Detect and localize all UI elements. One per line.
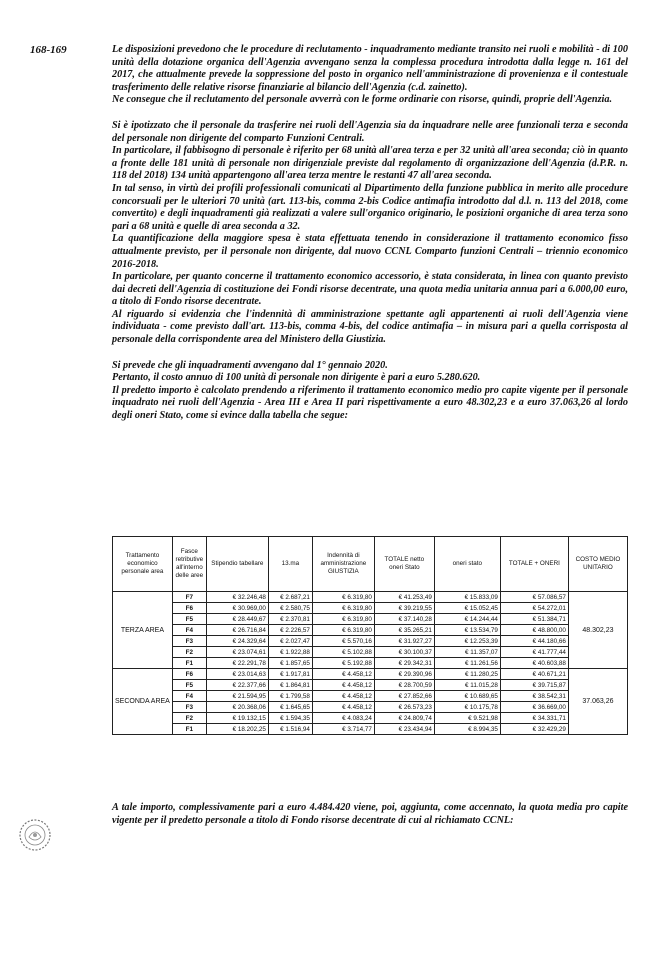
value-cell: € 36.669,00	[500, 702, 568, 713]
table-row	[113, 592, 628, 603]
value-cell: € 4.458,12	[312, 691, 374, 702]
table-row	[113, 691, 628, 702]
value-cell: € 28.449,67	[206, 614, 268, 625]
value-cell: € 9.521,98	[434, 713, 500, 724]
table-row	[113, 724, 628, 735]
value-cell: € 23.074,61	[206, 647, 268, 658]
value-cell: € 44.180,66	[500, 636, 568, 647]
value-cell: € 32.429,29	[500, 724, 568, 735]
paragraph: Al riguardo si evidenzia che l'indennità di amministrazione spettante agli appartenenti ai ruoli dell'Agenzia viene individuata - come previsto dall'art. 113-bis, comma 4-bis, del codice antimafia – in misura pari a quella corrisposta al personale della corrispondente area del Ministero della Giustizia.	[112, 308, 628, 346]
column-header: 13.ma	[268, 537, 312, 592]
column-header: Fasce retributive all'interno delle aree	[172, 537, 206, 592]
level-cell: F4	[172, 691, 206, 702]
value-cell: € 1.917,81	[268, 669, 312, 680]
value-cell: € 29.390,96	[374, 669, 434, 680]
table-row	[113, 647, 628, 658]
value-cell: € 41.777,44	[500, 647, 568, 658]
table-row	[113, 614, 628, 625]
level-cell: F6	[172, 603, 206, 614]
value-cell: € 4.458,12	[312, 702, 374, 713]
value-cell: € 30.969,00	[206, 603, 268, 614]
value-cell: € 27.852,66	[374, 691, 434, 702]
table-row	[113, 658, 628, 669]
paragraph: In tal senso, in virtù dei profili professionali comunicati al Dipartimento della funzione pubblica in merito alle procedure concorsuali per le ulteriori 70 unità (art. 113-bis, comma 2-bis Codice antimafia introdotto dal d.l. n. 113 del 2018, come convertito) e degli inquadramenti già realizzati a valere sull'organico originario, le posizioni organiche di area terza sono pari a 68 unità e quelle di area seconda a 32.	[112, 182, 628, 232]
value-cell: € 39.715,87	[500, 680, 568, 691]
value-cell: € 5.102,88	[312, 647, 374, 658]
value-cell: € 23.014,63	[206, 669, 268, 680]
value-cell: € 3.714,77	[312, 724, 374, 735]
value-cell: € 38.542,31	[500, 691, 568, 702]
value-cell: € 48.800,00	[500, 625, 568, 636]
paragraph: In particolare, il fabbisogno di personale è riferito per 68 unità all'area terza e per 32 unità all'area seconda; ciò in quanto a fronte delle 181 unità di personale non dirigenziale previste dal regolamento di organizzazione dell'Agenzia (d.P.R. n. 118 del 2018) 134 unità appartengono all'area terza mentre le restanti 47 all'area seconda.	[112, 145, 628, 182]
value-cell: € 6.319,80	[312, 614, 374, 625]
level-cell: F2	[172, 647, 206, 658]
column-header: Indennità di amministrazione GIUSTIZIA	[312, 537, 374, 592]
value-cell: € 31.927,27	[374, 636, 434, 647]
table-row	[113, 603, 628, 614]
value-cell: € 8.994,35	[434, 724, 500, 735]
value-cell: € 1.857,65	[268, 658, 312, 669]
value-cell: € 4.458,12	[312, 680, 374, 691]
value-cell: € 54.272,01	[500, 603, 568, 614]
level-cell: F7	[172, 592, 206, 603]
level-cell: F4	[172, 625, 206, 636]
value-cell: € 40.603,88	[500, 658, 568, 669]
value-cell: € 1.645,65	[268, 702, 312, 713]
value-cell: € 2.226,57	[268, 625, 312, 636]
value-cell: € 2.370,81	[268, 614, 312, 625]
level-cell: F1	[172, 724, 206, 735]
value-cell: € 32.246,48	[206, 592, 268, 603]
seal-stamp-icon	[18, 818, 52, 852]
value-cell: € 28.700,59	[374, 680, 434, 691]
closing-paragraph: A tale importo, complessivamente pari a euro 4.484.420 viene, poi, aggiunta, come accennato, la quota media pro capite vigente per il predetto personale a titolo di Fondo risorse decentrate di cui al richiamato CCNL:	[112, 802, 628, 826]
table-header-row	[113, 537, 628, 592]
column-header: oneri stato	[434, 537, 500, 592]
value-cell: € 10.175,78	[434, 702, 500, 713]
value-cell: € 51.384,71	[500, 614, 568, 625]
value-cell: € 24.809,74	[374, 713, 434, 724]
paragraph: Si prevede che gli inquadramenti avvengano dal 1° gennaio 2020.	[112, 359, 388, 371]
area-label: TERZA AREA	[113, 592, 173, 669]
article-reference: 168-169	[30, 44, 67, 56]
level-cell: F5	[172, 614, 206, 625]
value-cell: € 2.027,47	[268, 636, 312, 647]
value-cell: € 39.219,55	[374, 603, 434, 614]
value-cell: € 4.458,12	[312, 669, 374, 680]
value-cell: € 14.244,44	[434, 614, 500, 625]
value-cell: € 57.086,57	[500, 592, 568, 603]
value-cell: € 6.319,80	[312, 592, 374, 603]
value-cell: € 34.331,71	[500, 713, 568, 724]
value-cell: € 13.534,79	[434, 625, 500, 636]
value-cell: € 12.253,39	[434, 636, 500, 647]
value-cell: € 2.580,75	[268, 603, 312, 614]
paragraph: Il predetto importo è calcolato prendendo a riferimento il trattamento economico medio pro capite vigente per il personale inquadrato nei ruoli dell'Agenzia - Area III e Area II pari rispettivamente a euro 48.302,23 e a euro 37.063,26 al lordo degli oneri Stato, come si evince dalla tabella che segue:	[112, 384, 628, 422]
table-row	[113, 669, 628, 680]
value-cell: € 1.516,94	[268, 724, 312, 735]
column-header: TOTALE netto oneri Stato	[374, 537, 434, 592]
level-cell: F5	[172, 680, 206, 691]
value-cell: € 4.083,24	[312, 713, 374, 724]
level-cell: F6	[172, 669, 206, 680]
value-cell: € 6.319,80	[312, 625, 374, 636]
value-cell: € 19.132,15	[206, 713, 268, 724]
paragraph: Pertanto, il costo annuo di 100 unità di personale non dirigente è pari a euro 5.280.620.	[112, 372, 481, 384]
paragraph: Ne consegue che il reclutamento del personale avverrà con le forme ordinarie con risorse, quindi, proprie dell'Agenzia.	[112, 94, 613, 106]
paragraph: In particolare, per quanto concerne il trattamento economico accessorio, è stata considerata, in linea con quanto previsto dai decreti dell'Agenzia di costituzione dei Fondi risorse decentrate, una quota media unitaria annua pari a 6.000,00 euro, a titolo di Fondo risorse decentrate.	[112, 271, 628, 308]
value-cell: € 5.192,88	[312, 658, 374, 669]
table-row	[113, 713, 628, 724]
paragraph: Le disposizioni prevedono che le procedure di reclutamento - inquadramento mediante transito nei ruoli e mobilità - di 100 unità della dotazione organica dell'Agenzia avvengano senza la complessa procedura introdotta dalla legge n. 161 del 2017, che attualmente prevede la soppressione del posto in organico nell'amministrazione di provenienza e il contestuale trasferimento delle relative risorse finanziarie al bilancio dell'Agenzia (c.d. zainetto).	[112, 44, 628, 93]
value-cell: € 35.265,21	[374, 625, 434, 636]
value-cell: € 22.291,78	[206, 658, 268, 669]
value-cell: € 11.015,28	[434, 680, 500, 691]
value-cell: € 11.280,25	[434, 669, 500, 680]
level-cell: F3	[172, 636, 206, 647]
cost-table	[112, 536, 628, 735]
value-cell: € 41.253,49	[374, 592, 434, 603]
value-cell: € 6.319,80	[312, 603, 374, 614]
table-row	[113, 625, 628, 636]
value-cell: € 1.864,81	[268, 680, 312, 691]
value-cell: € 11.357,07	[434, 647, 500, 658]
table-row	[113, 702, 628, 713]
table-row	[113, 680, 628, 691]
value-cell: € 20.368,06	[206, 702, 268, 713]
level-cell: F2	[172, 713, 206, 724]
value-cell: € 37.140,28	[374, 614, 434, 625]
value-cell: € 23.434,94	[374, 724, 434, 735]
level-cell: F1	[172, 658, 206, 669]
area-label: SECONDA AREA	[113, 669, 173, 735]
table-row	[113, 636, 628, 647]
value-cell: € 22.377,66	[206, 680, 268, 691]
average-cost-cell: 48.302,23	[568, 592, 627, 669]
value-cell: € 18.202,25	[206, 724, 268, 735]
value-cell: € 11.261,56	[434, 658, 500, 669]
value-cell: € 2.687,21	[268, 592, 312, 603]
value-cell: € 29.342,31	[374, 658, 434, 669]
average-cost-cell: 37.063,26	[568, 669, 627, 735]
paragraph: La quantificazione della maggiore spesa è stata effettuata tenendo in considerazione il trattamento economico fisso attualmente previsto, per il personale non dirigente, dal nuovo CCNL Comparto funzioni Centrali – triennio economico 2016-2018.	[112, 233, 628, 270]
column-header: Stipendio tabellare	[206, 537, 268, 592]
value-cell: € 15.052,45	[434, 603, 500, 614]
value-cell: € 15.833,09	[434, 592, 500, 603]
level-cell: F3	[172, 702, 206, 713]
value-cell: € 1.594,35	[268, 713, 312, 724]
value-cell: € 10.689,65	[434, 691, 500, 702]
report-body	[112, 44, 628, 423]
value-cell: € 26.573,23	[374, 702, 434, 713]
column-header: COSTO MEDIO UNITARIO	[568, 537, 627, 592]
value-cell: € 1.922,88	[268, 647, 312, 658]
value-cell: € 21.594,95	[206, 691, 268, 702]
column-header: TOTALE + ONERI	[500, 537, 568, 592]
value-cell: € 1.799,58	[268, 691, 312, 702]
column-header: Trattamento economico personale area	[113, 537, 173, 592]
value-cell: € 30.100,37	[374, 647, 434, 658]
paragraph: Si è ipotizzato che il personale da trasferire nei ruoli dell'Agenzia sia da inquadrare nelle aree funzionali terza e seconda del personale non dirigente del comparto Funzioni Centrali.	[112, 119, 628, 144]
value-cell: € 40.671,21	[500, 669, 568, 680]
value-cell: € 5.570,16	[312, 636, 374, 647]
value-cell: € 26.716,84	[206, 625, 268, 636]
value-cell: € 24.329,64	[206, 636, 268, 647]
